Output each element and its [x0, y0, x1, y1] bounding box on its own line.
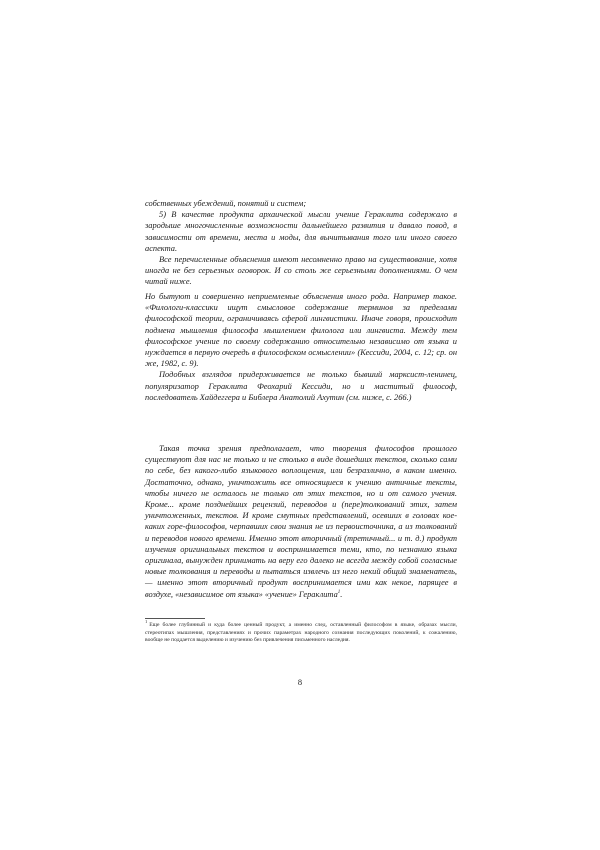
text-block-middle — [145, 291, 457, 403]
footnote-reference[interactable]: 1 — [337, 589, 341, 595]
paragraph-text: Такая точка зрения предполагает, что творения философов прошлого существуют для нас не только и не столько в виде дошедших текстов, сколько сами по себе, без какого-либо языкового воплощения, или безразлично, в каком именно. Достаточно, однако, уничтожить все относящиеся к учению античные тексты, чтобы ничего не осталось не только от этих текстов, но и от самого учения. Кроме... кроме позднейших рецензий, переводов и (пере)толкований этих, затем уничтоженных, текстов. И кроме смутных представлений, осевших в головах кое-каких горе-философов, черпавших свои знания не из первоисточника, а из толкований и переводов нового времени. Именно этот вторичный (третичный... и т. д.) продукт изучения оригинальных текстов и воспринимается теми, кто, по незнанию языка оригинала, вынужден принимать на веру его далеко не всегда между собой согласные новые толкования и переводы и пытаться извлечь из него некий общий знаменатель, — именно этот вторичный продукт воспринимается ими как некое, парящее в воздухе, «независимое от языка» «учение» Гераклита — [145, 444, 457, 599]
page-number: 8 — [297, 678, 303, 687]
footnote-divider — [145, 618, 205, 619]
paragraph: Но бытуют и совершенно неприемлемые объяснения иного рода. Например такое. «Филологи-классики ищут смысловое содержание терминов за пределами философской теории, ограничиваясь сферой лингвистики. Иначе говоря, происходит подмена мышления философа мышлением филолога или лингвиста. Между тем философское учение по своему содержанию относительно независимо от языка и нуждается в первую очередь в философском осмыслении» (Кессиди, 2004, с. 12; ср. он же, 1982, с. 9). — [145, 292, 457, 369]
paragraph — [145, 443, 457, 600]
footnote-number: 1 — [145, 619, 148, 625]
paragraph-end: . — [340, 589, 343, 599]
text-block-lower — [145, 443, 457, 600]
paragraph: 5) В качестве продукта архаической мысли учение Гераклита содержало в зародыше многочисленные возможности дальнейшего развития и давало повод, в зависимости от времени, места и моды, для вычитывания того или иного своего аспекта. — [145, 210, 457, 253]
paragraph: Все перечисленные объяснения имеют несомненно право на существование, хотя иногда не без серьезных оговорок. И со столь же серьезными дополнениями. О чем читай ниже. — [145, 255, 457, 287]
paragraph: собственных убеждений, понятий и систем; — [145, 199, 307, 208]
paragraph: Подобных взглядов придерживается не только бывший марксист-ленинец, популяризатор Гераклита Феохарий Кессиди, но и маститый философ, последователь Хайдеггера и Библера Анатолий Ахутин (см. ниже, с. 266.) — [145, 370, 457, 402]
text-block-upper — [145, 198, 457, 288]
footnote — [145, 619, 457, 645]
footnote-text: Еще более глубинный и куда более ценный продукт, а именно след, оставленный философом в языке, образах мысли, стереотипах мышления, представлениях и прочих параметрах народного сознания последующих поколений, к сожалению, вообще не поддается выделению и изучению без привлечения письменного наследия. — [145, 622, 457, 644]
